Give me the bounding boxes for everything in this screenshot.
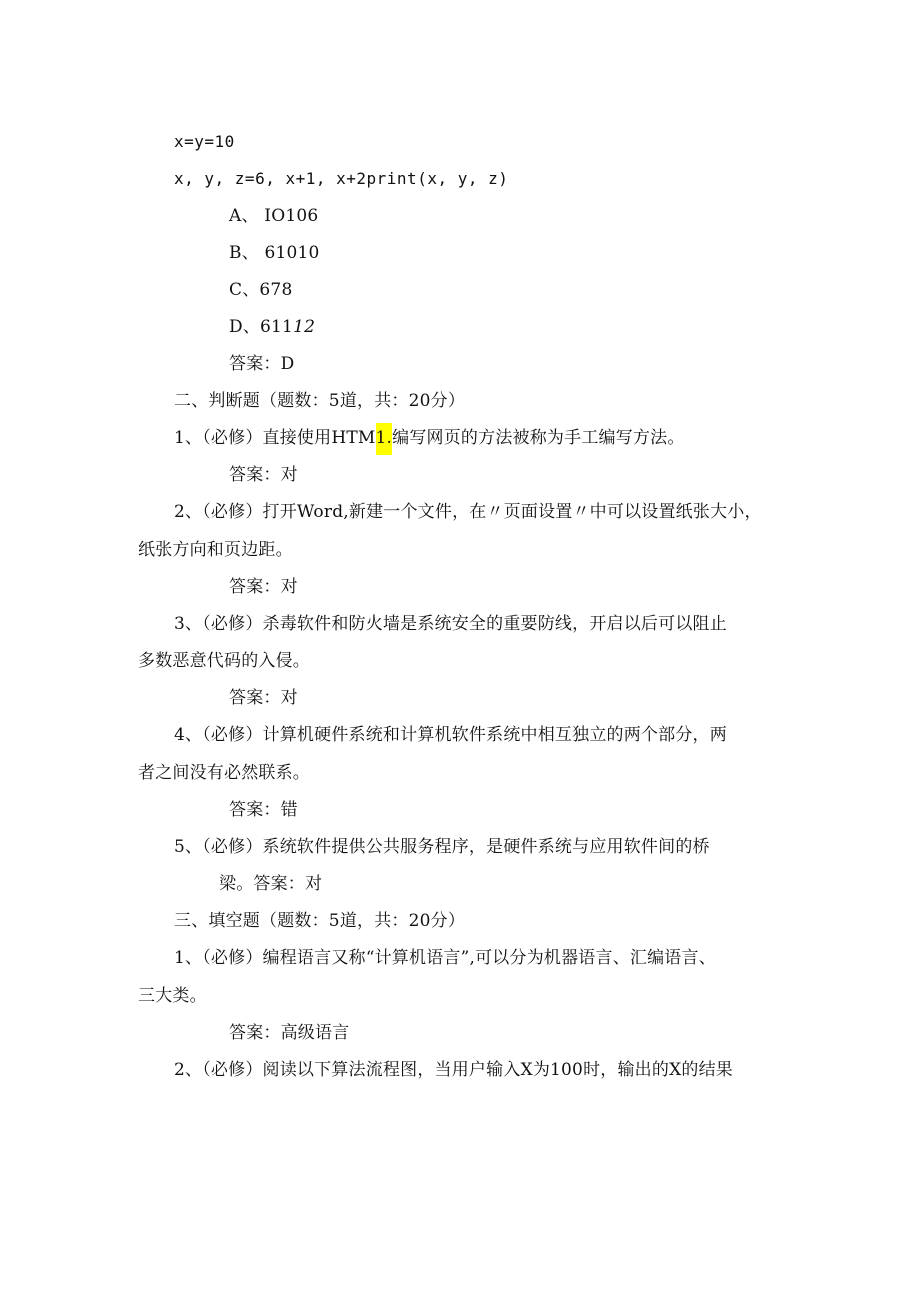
fill-q1-line-2: 三大类。 xyxy=(138,986,207,1006)
section3-heading: 三、填空题（题数：5道，共：20分） xyxy=(174,911,466,931)
option-a: A、 IO106 xyxy=(229,206,319,226)
tf-q1-text-after: 编写网页的方法被称为手工编写方法。 xyxy=(392,428,685,448)
fill-q1-line-1: 1、（必修）编程语言又称“计算机语言”,可以分为机器语言、汇编语言、 xyxy=(174,948,716,968)
tf-q1-answer: 答案：对 xyxy=(229,465,298,485)
tf-q2-line-2: 纸张方向和页边距。 xyxy=(138,540,293,560)
fill-q1-answer: 答案：高级语言 xyxy=(229,1023,350,1043)
tf-question-1 xyxy=(174,427,685,449)
option-d xyxy=(229,316,315,338)
tf-q4-line-2: 者之间没有必然联系。 xyxy=(138,763,310,783)
tf-q4-line-1: 4、（必修）计算机硬件系统和计算机软件系统中相互独立的两个部分，两 xyxy=(174,725,727,745)
option-b: B、 61010 xyxy=(229,243,320,263)
tf-q5-line-1: 5、（必修）系统软件提供公共服务程序，是硬件系统与应用软件间的桥 xyxy=(174,837,710,857)
tf-q2-answer: 答案：对 xyxy=(229,577,298,597)
tf-q3-line-2: 多数恶意代码的入侵。 xyxy=(138,651,310,671)
option-d-suffix: 12 xyxy=(293,317,316,337)
tf-q5-line-2: 梁。答案：对 xyxy=(219,874,323,894)
tf-q3-answer: 答案：对 xyxy=(229,688,298,708)
section2-heading: 二、判断题（题数：5道，共：20分） xyxy=(174,391,466,411)
tf-q1-text-before: 1、（必修）直接使用HTM xyxy=(174,428,376,448)
option-d-prefix: D、611 xyxy=(229,317,294,337)
tf-q1-highlight: 1. xyxy=(376,423,393,455)
code-line-2: x, y, z=6, x+1, x+2print(x, y, z) xyxy=(174,169,509,188)
mcq-answer: 答案：D xyxy=(229,354,295,374)
tf-q3-line-1: 3、（必修）杀毒软件和防火墙是系统安全的重要防线，开启以后可以阻止 xyxy=(174,614,727,634)
option-c: C、678 xyxy=(229,280,293,300)
code-line-1: x=y=10 xyxy=(174,132,235,151)
tf-q2-line-1: 2、（必修）打开Word,新建一个文件，在〃页面设置〃中可以设置纸张大小， xyxy=(174,502,762,522)
tf-q4-answer: 答案：错 xyxy=(229,800,298,820)
fill-q2-line-1: 2、（必修）阅读以下算法流程图，当用户输入X为100时，输出的X的结果 xyxy=(174,1060,733,1080)
